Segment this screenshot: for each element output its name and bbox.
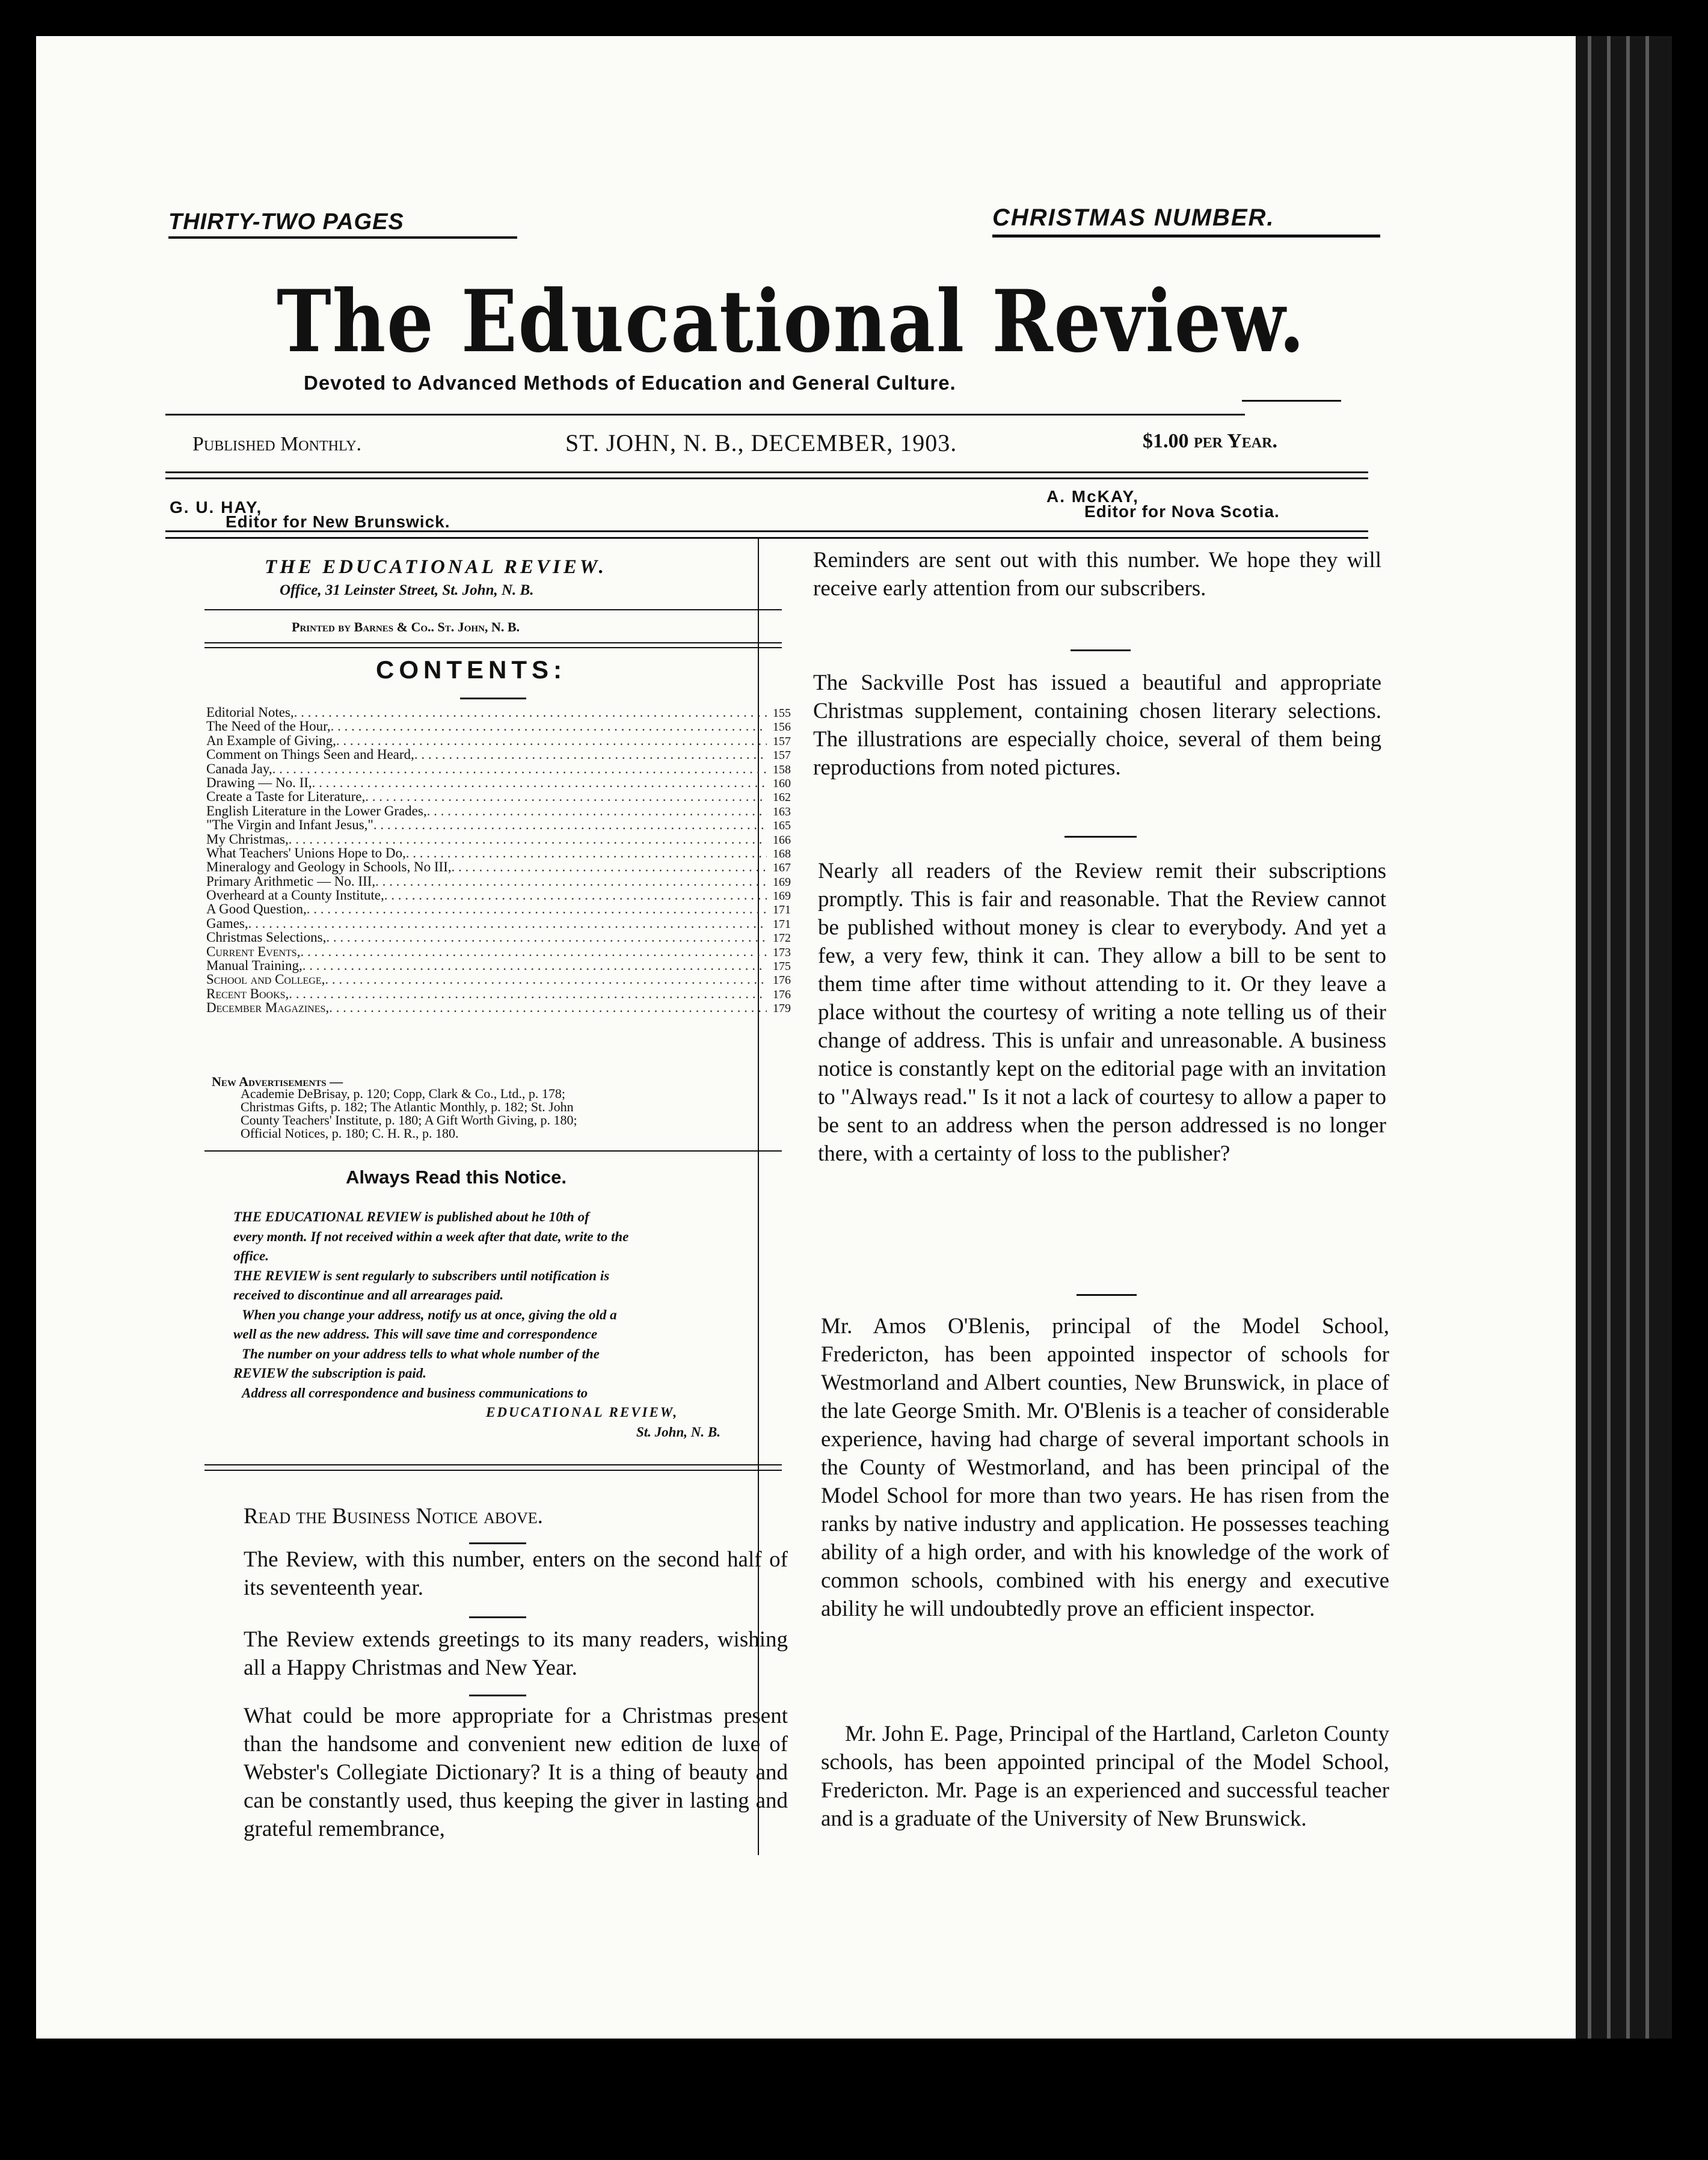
christmas-banner-rule <box>992 235 1380 238</box>
editor-nb-name: G. U. HAY, <box>170 498 263 517</box>
contents-item <box>206 902 791 916</box>
contents-leader-dots <box>325 972 767 986</box>
contents-item-title: School and College, <box>206 972 325 987</box>
right-para-5 <box>821 1720 1389 1833</box>
contents-item-page: 179 <box>773 1002 791 1016</box>
contents-leader-dots <box>312 776 767 790</box>
contents-leader-dots <box>427 804 767 818</box>
left-para-2 <box>244 1545 788 1602</box>
contents-leader-dots <box>326 930 767 944</box>
notice-rule-1 <box>204 1464 782 1465</box>
left-para-4-text: What could be more appropriate for a Christmas present than the handsome and convenient new edition de luxe of Webster's Collegiate Dictionary? It is a thing of beauty and can be constantly used, thus keeping the giver in lasting and grateful remembrance, <box>244 1704 788 1841</box>
contents-item-title: Manual Training, <box>206 958 303 974</box>
contents-item-page: 169 <box>773 889 791 903</box>
contents-leader-dots <box>406 846 767 860</box>
contents-leader-dots <box>272 762 767 776</box>
right-para-2 <box>813 669 1381 782</box>
contents-leader-dots <box>248 916 767 930</box>
pub-rule-2 <box>165 477 1368 479</box>
right-para-3 <box>818 857 1386 1168</box>
contents-item-page: 155 <box>773 707 791 720</box>
contents-item-title: Christmas Selections, <box>206 930 327 945</box>
left-rule-2 <box>469 1616 526 1618</box>
ads-rule <box>204 1150 782 1152</box>
contents-item-page: 168 <box>773 847 791 861</box>
notice-line: Address all correspondence and business communications to <box>242 1385 588 1401</box>
right-para-5-text: Mr. John E. Page, Principal of the Hartland, Carleton County schools, has been appointed principal of the Model School, Fredericton. Mr. Page is an experienced and successful teacher and is a graduate of the University of New Brunswick. <box>821 1722 1389 1831</box>
right-para-2-text: The Sackville Post has issued a beautiful and appropriate Christmas supplement, containing chosen literary selections. The illustrations are especially choice, several of them being reproductions from noted pictures. <box>813 670 1381 780</box>
ads-list <box>241 1087 782 1140</box>
editor-nb-role: Editor for New Brunswick. <box>226 512 450 531</box>
contents-item <box>206 832 791 846</box>
contents-leader-dots <box>373 818 767 832</box>
contents-item-page: 169 <box>773 875 791 889</box>
contents-item-page: 160 <box>773 776 791 790</box>
notice-rule-2 <box>204 1470 782 1471</box>
right-para-1 <box>813 546 1381 603</box>
masthead-rule-3 <box>204 647 782 648</box>
contents-item <box>206 762 791 776</box>
notice-heading: Always Read this Notice. <box>346 1167 567 1188</box>
notice-line: St. John, N. B. <box>636 1424 720 1440</box>
contents-item-title: Recent Books, <box>206 986 289 1001</box>
editor-rule-1 <box>165 530 1368 532</box>
contents-item-page: 171 <box>773 917 791 931</box>
right-para-4 <box>821 1312 1389 1623</box>
contents-item-page: 157 <box>773 734 791 748</box>
masthead-rule-1 <box>204 609 782 610</box>
contents-item <box>206 747 791 761</box>
contents-item-page: 176 <box>773 987 791 1001</box>
subtitle-rule-right <box>1242 400 1341 402</box>
contents-leader-dots <box>452 860 767 874</box>
scanned-page <box>36 36 1576 2039</box>
contents-item-title: December Magazines, <box>206 1000 330 1016</box>
business-notice <box>233 1207 796 1442</box>
notice-line: The number on your address tells to what whole number of the <box>242 1346 600 1361</box>
left-para-3-text: The Review extends greetings to its many readers, wishing all a Happy Christmas and New Year. <box>244 1627 788 1680</box>
left-para-1 <box>244 1502 788 1530</box>
notice-line: every month. If not received within a week after that date, write to the <box>233 1229 629 1244</box>
ads-line: Official Notices, p. 180; C. H. R., p. 180. <box>241 1126 459 1141</box>
contents-item <box>206 804 791 818</box>
contents-leader-dots <box>329 1001 767 1014</box>
right-rule-1 <box>1071 649 1131 651</box>
pub-rule-1 <box>165 471 1368 473</box>
ads-line: County Teachers' Institute, p. 180; A Gift Worth Giving, p. 180; <box>241 1112 577 1128</box>
notice-line: well as the new address. This will save time and correspondence <box>233 1327 598 1342</box>
contents-item-title: English Literature in the Lower Grades, <box>206 803 427 818</box>
contents-item-page: 163 <box>773 805 791 818</box>
book-spine-edge <box>1576 36 1672 2039</box>
ads-line: Christmas Gifts, p. 182; The Atlantic Monthly, p. 182; St. John <box>241 1099 574 1114</box>
contents-item-page: 171 <box>773 903 791 917</box>
contents-leader-dots <box>289 832 767 846</box>
masthead-office: Office, 31 Leinster Street, St. John, N. B. <box>280 582 534 598</box>
notice-line: When you change your address, notify us at once, giving the old a <box>242 1307 617 1322</box>
notice-line: REVIEW the subscription is paid. <box>233 1366 427 1381</box>
right-para-3-text: Nearly all readers of the Review remit their subscriptions promptly. This is fair and reasonable. That the Review cannot be published without money is clear to everybody. And yet a few, a very few, think it can. They allow a bill to be sent to them time after time without attending to it. Or they leave a place without the courtesy of writing a note telling us of their change of address. This is unfair and unreasonable. A business notice is constantly kept on the editorial page with an invitation to "Always read." Is it not a lack of courtesy to allow a paper to be sent to an address when the person addressed is no longer there, with a certainty of loss to the publisher? <box>818 859 1386 1166</box>
place-date: ST. JOHN, N. B., DECEMBER, 1903. <box>565 429 957 456</box>
contents-item-title: Games, <box>206 915 248 931</box>
notice-line: EDUCATIONAL REVIEW, <box>486 1405 679 1420</box>
contents-item-page: 165 <box>773 819 791 833</box>
contents-leader-dots <box>414 747 767 761</box>
contents-item-title: An Example of Giving, <box>206 732 336 748</box>
subtitle-rule-left <box>165 414 1245 416</box>
right-para-1-text: Reminders are sent out with this number. We hope they will receive early attention from our subscribers. <box>813 548 1381 601</box>
contents-item-title: Comment on Things Seen and Heard, <box>206 747 414 762</box>
christmas-banner: CHRISTMAS NUMBER. <box>992 204 1275 231</box>
right-para-4-text: Mr. Amos O'Blenis, principal of the Model School, Fredericton, has been appointed inspector of schools for Westmorland and Albert counties, New Brunswick, in place of the late George Smith. Mr. O'Blenis is a teacher of considerable experience, having had charge of several important schools in the County of Westmorland, and has been principal of the Model School for more than two years. He has risen from the ranks by native industry and application. He possesses teaching ability of a high order, and with his knowledge of the work of common schools, combined with his energy and executive ability he will undoubtedly prove an efficient inspector. <box>821 1314 1389 1621</box>
contents-item-page: 167 <box>773 861 791 875</box>
left-para-1-text: Read the Business Notice above. <box>244 1504 543 1529</box>
contents-item-page: 172 <box>773 931 791 945</box>
contents-list <box>206 705 791 1015</box>
notice-line: THE EDUCATIONAL REVIEW is published about he 10th of <box>233 1209 589 1224</box>
page-title: The Educational Review. <box>277 272 1306 372</box>
contents-item <box>206 860 791 874</box>
contents-item <box>206 945 791 959</box>
contents-item-page: 176 <box>773 974 791 987</box>
price: $1.00 per Year. <box>1143 430 1277 452</box>
published-monthly: Published Monthly. <box>192 433 362 455</box>
editor-ns-role: Editor for Nova Scotia. <box>1084 502 1280 521</box>
masthead-printed: Printed by Barnes & Co.. St. John, N. B. <box>292 619 520 634</box>
left-para-4 <box>244 1702 788 1843</box>
contents-leader-dots <box>384 888 767 902</box>
contents-item <box>206 959 791 972</box>
contents-item-title: Mineralogy and Geology in Schools, No III, <box>206 859 452 875</box>
contents-leader-dots <box>289 987 767 1001</box>
editor-ns-name: A. McKAY, <box>1046 487 1139 506</box>
pages-banner: THIRTY-TWO PAGES <box>168 209 404 235</box>
contents-item <box>206 776 791 790</box>
notice-line: THE REVIEW is sent regularly to subscribers until notification is <box>233 1268 610 1283</box>
notice-line: received to discontinue and all arrearages paid. <box>233 1287 504 1302</box>
contents-item-title: "The Virgin and Infant Jesus," <box>206 817 373 833</box>
contents-item <box>206 790 791 803</box>
contents-item-title: Drawing — No. II, <box>206 775 312 790</box>
contents-item <box>206 818 791 832</box>
contents-item-title: Canada Jay, <box>206 761 272 776</box>
contents-item-page: 173 <box>773 945 791 959</box>
contents-item <box>206 972 791 986</box>
contents-item <box>206 705 791 719</box>
contents-leader-dots <box>331 719 767 733</box>
notice-line: office. <box>233 1248 269 1263</box>
contents-heading-rule <box>460 698 526 699</box>
contents-item-page: 162 <box>773 791 791 805</box>
left-para-2-text: The Review, with this number, enters on the second half of its seventeenth year. <box>244 1547 788 1600</box>
ads-heading: New Advertisements — <box>212 1074 343 1089</box>
contents-item <box>206 916 791 930</box>
contents-item <box>206 1001 791 1014</box>
contents-leader-dots <box>303 959 767 972</box>
contents-item-title: Overheard at a County Institute, <box>206 888 384 903</box>
contents-item-title: The Need of the Hour, <box>206 719 331 734</box>
contents-leader-dots <box>307 902 767 916</box>
contents-leader-dots <box>375 874 767 888</box>
contents-item <box>206 888 791 902</box>
contents-item-page: 158 <box>773 762 791 776</box>
contents-item <box>206 987 791 1001</box>
contents-item-title: Current Events, <box>206 943 301 959</box>
contents-item-title: What Teachers' Unions Hope to Do, <box>206 845 406 861</box>
contents-item-page: 157 <box>773 749 791 762</box>
contents-heading: CONTENTS: <box>376 655 567 684</box>
left-rule-3 <box>469 1695 526 1696</box>
contents-leader-dots <box>365 790 767 803</box>
contents-item-title: Create a Taste for Literature, <box>206 789 366 805</box>
contents-item <box>206 719 791 733</box>
contents-item <box>206 846 791 860</box>
contents-item-page: 156 <box>773 720 791 734</box>
masthead-rule-2 <box>204 642 782 643</box>
pages-banner-rule <box>168 236 517 239</box>
contents-leader-dots <box>300 945 767 959</box>
contents-item <box>206 874 791 888</box>
contents-item-page: 166 <box>773 833 791 847</box>
contents-leader-dots <box>336 734 767 747</box>
right-rule-2 <box>1064 836 1137 838</box>
contents-item-title: A Good Question, <box>206 901 307 917</box>
left-para-3 <box>244 1625 788 1682</box>
contents-item <box>206 930 791 944</box>
contents-item-page: 175 <box>773 960 791 974</box>
contents-item-title: My Christmas, <box>206 831 289 847</box>
editor-rule-2 <box>165 537 1368 539</box>
contents-item-title: Editorial Notes, <box>206 705 294 720</box>
contents-leader-dots <box>294 705 767 719</box>
ads-line: Academie DeBrisay, p. 120; Copp, Clark & Co., Ltd., p. 178; <box>241 1086 565 1101</box>
page-subtitle: Devoted to Advanced Methods of Education and General Culture. <box>304 372 956 394</box>
contents-item-title: Primary Arithmetic — No. III, <box>206 873 376 889</box>
right-rule-3 <box>1077 1294 1137 1296</box>
contents-item <box>206 734 791 747</box>
masthead-title: THE EDUCATIONAL REVIEW. <box>265 556 607 578</box>
left-rule-1 <box>469 1542 526 1544</box>
